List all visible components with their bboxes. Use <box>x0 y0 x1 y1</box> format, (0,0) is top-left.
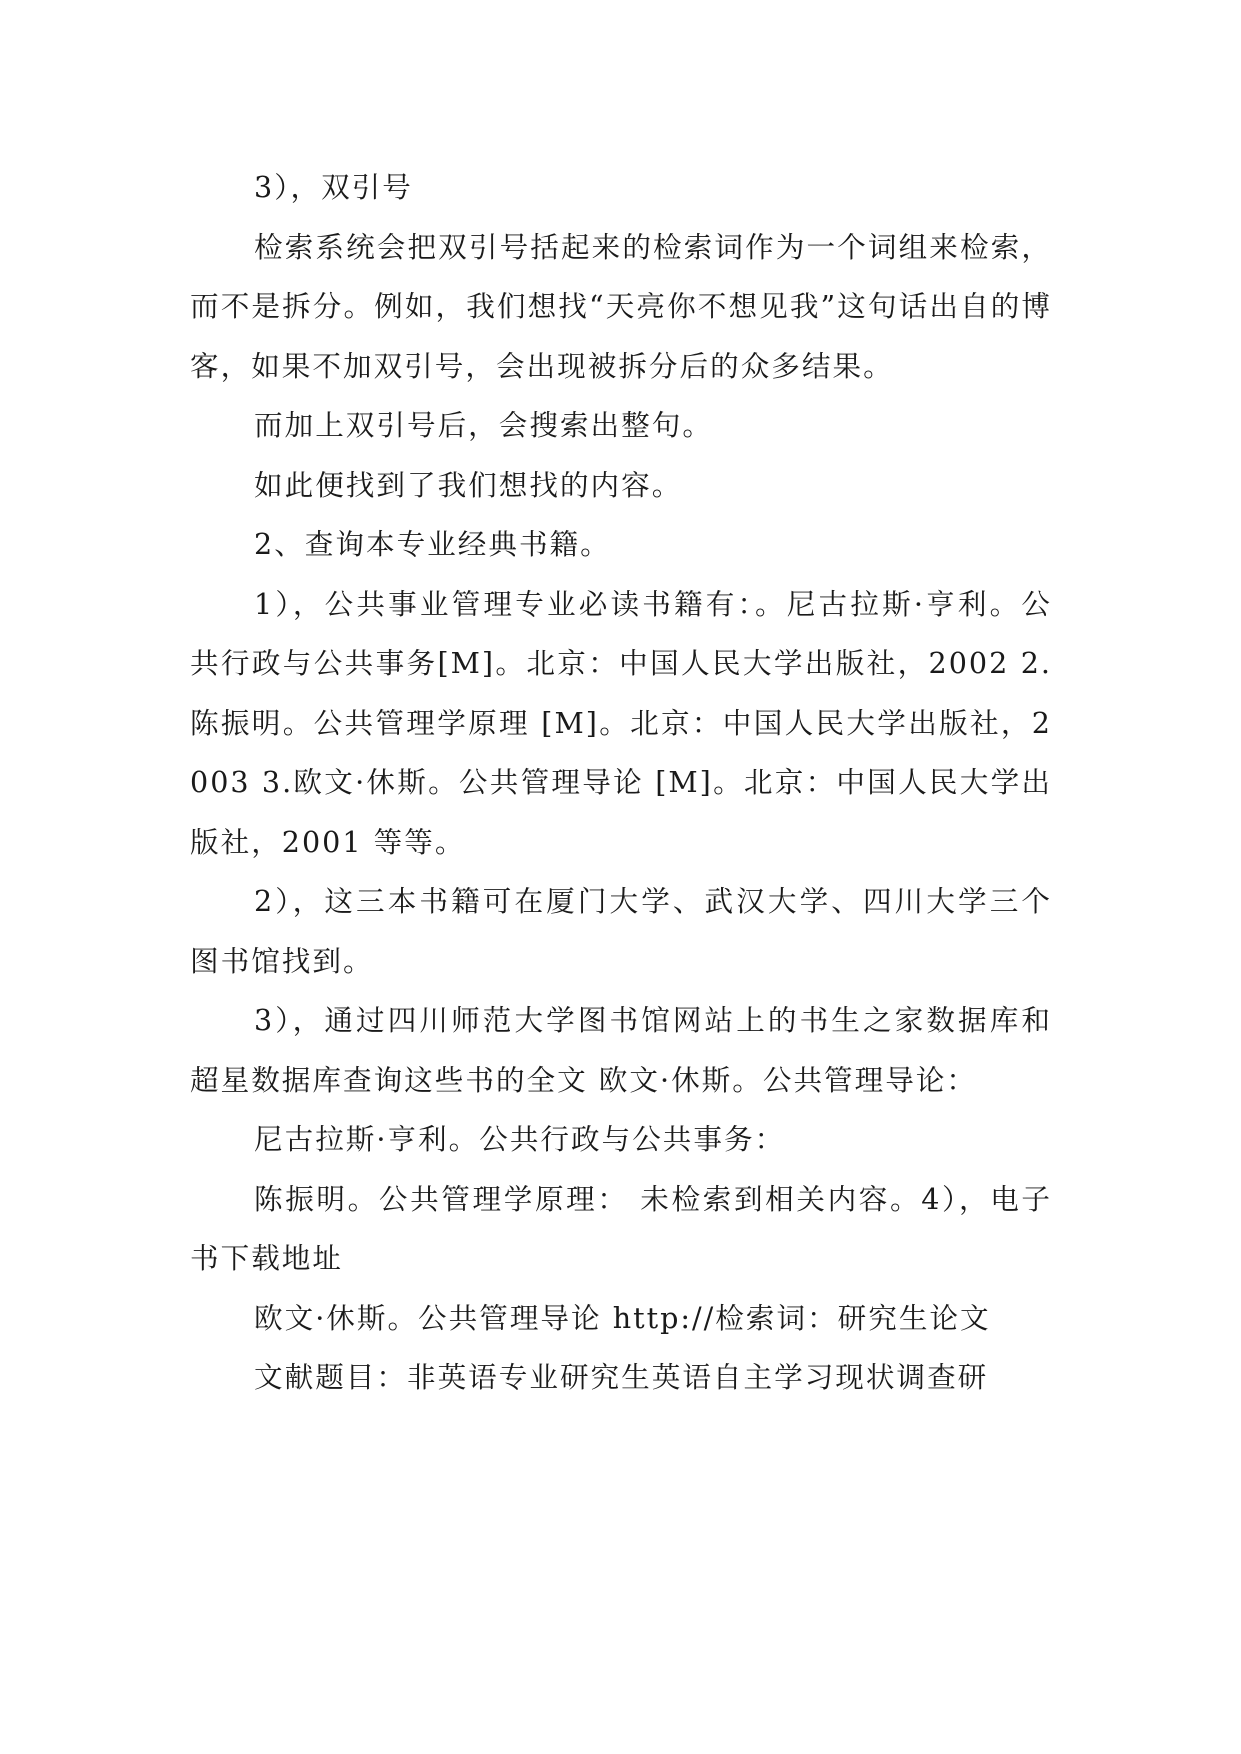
paragraph-libraries: 2），这三本书籍可在厦门大学、武汉大学、四川大学三个图书馆找到。 <box>190 884 1052 978</box>
paragraph-classic-books-heading: 2、查询本专业经典书籍。 <box>254 527 611 561</box>
paragraph-double-quotes-explanation: 检索系统会把双引号括起来的检索词作为一个词组来检索，而不是拆分。例如，我们想找“天亮你不想见我”这句话出自的博客，如果不加双引号，会出现被拆分后的众多结果。 <box>190 229 1052 383</box>
paragraph-hughes-download: 欧文·休斯。公共管理导论 http://检索词：研究生论文 <box>254 1300 991 1335</box>
paragraph-double-quotes-heading: 3），双引号 <box>254 170 413 204</box>
paragraph-literature-title: 文献题目：非英语专业研究生英语自主学习现状调查研 <box>254 1360 989 1394</box>
paragraph-required-books-list: 1），公共事业管理专业必读书籍有：。尼古拉斯·亨利。公共行政与公共事务[M]。北京：中国人民大学出版社，2002 2.陈振明。公共管理学原理 [M]。北京：中国人民大学出版社，2003 3.欧文·休斯。公共管理导论 [M]。北京：中国人民大学出版社，2001 等等。 <box>190 586 1052 859</box>
document-body <box>190 158 1052 1408</box>
paragraph-search-whole-sentence: 而加上双引号后，会搜索出整句。 <box>254 408 713 442</box>
paragraph-found-content: 如此便找到了我们想找的内容。 <box>254 467 683 502</box>
paragraph-chen-book: 陈振明。公共管理学原理： 未检索到相关内容。4），电子书下载地址 <box>190 1181 1052 1275</box>
paragraph-database-query: 3），通过四川师范大学图书馆网站上的书生之家数据库和超星数据库查询这些书的全文 欧文·休斯。公共管理导论： <box>190 1003 1052 1097</box>
paragraph-henry-book: 尼古拉斯·亨利。公共行政与公共事务： <box>254 1122 786 1156</box>
